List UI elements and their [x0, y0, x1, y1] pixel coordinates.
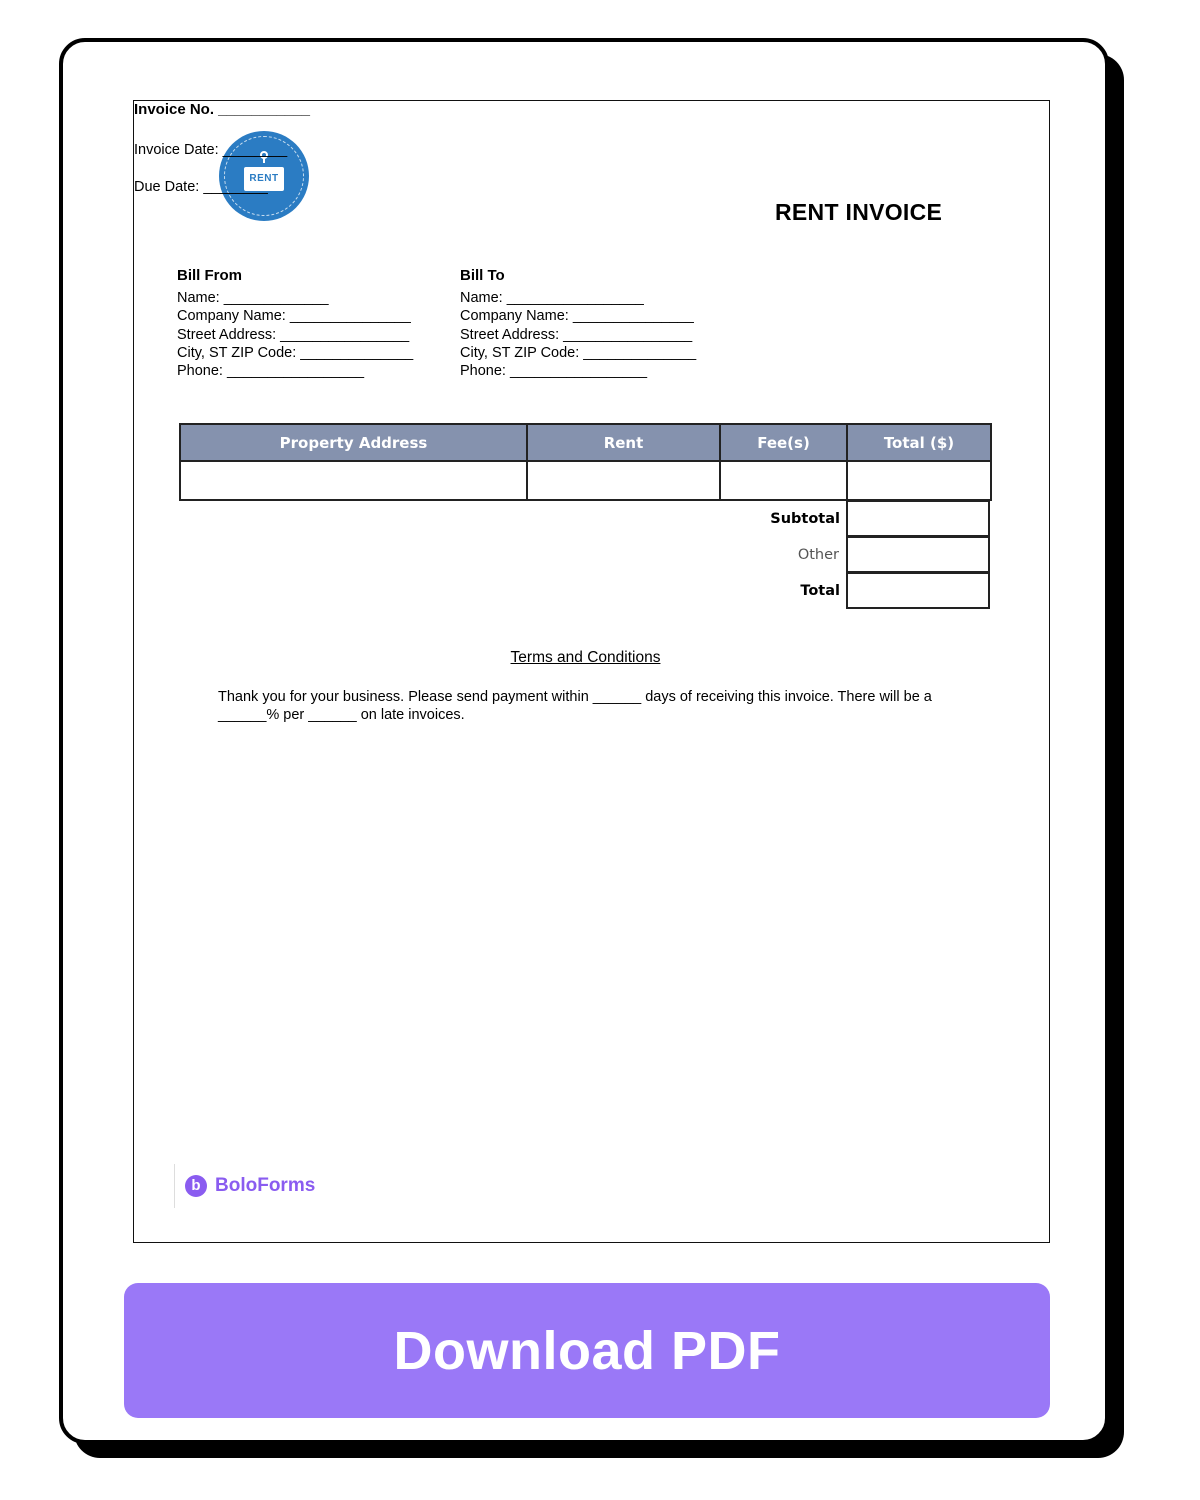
bill-from-name: Name: _____________	[177, 290, 329, 307]
cell-total	[847, 461, 991, 500]
total-box	[846, 572, 990, 609]
other-box	[846, 536, 990, 573]
download-pdf-button[interactable]: Download PDF	[124, 1283, 1050, 1418]
subtotal-label: Subtotal	[770, 511, 840, 527]
header-property-address: Property Address	[180, 424, 527, 461]
bill-from-street: Street Address: ________________	[177, 326, 410, 343]
terms-title: Terms and Conditions	[510, 649, 661, 666]
bill-from-city: City, ST ZIP Code: ______________	[177, 344, 414, 361]
terms-body: Thank you for your business. Please send payment within ______ days of receiving this invoice. There will be a ______% per ______ on late invoices.	[218, 689, 932, 723]
table-row	[180, 461, 991, 500]
header-rent: Rent	[527, 424, 720, 461]
bill-to-street: Street Address: ________________	[460, 326, 693, 343]
subtotal-box	[846, 500, 990, 537]
bill-from-section	[177, 267, 413, 380]
header-total: Total ($)	[847, 424, 991, 461]
bill-to-company: Company Name: _______________	[460, 308, 694, 325]
due-date: Due Date: ________	[134, 179, 268, 195]
bill-from-heading: Bill From	[177, 267, 243, 284]
bill-to-name: Name: _________________	[460, 290, 644, 307]
logo-text: RENT	[244, 167, 284, 191]
boloforms-brand	[174, 1164, 315, 1208]
invoice-document	[133, 100, 1050, 1243]
invoice-number: Invoice No. ___________	[134, 101, 310, 118]
bill-to-city: City, ST ZIP Code: ______________	[460, 344, 697, 361]
other-label: Other	[797, 547, 839, 563]
bill-from-company: Company Name: _______________	[177, 308, 411, 325]
header-fees: Fee(s)	[720, 424, 847, 461]
bill-to-heading: Bill To	[460, 267, 505, 284]
cell-property-address	[180, 461, 527, 500]
bill-to-phone: Phone: _________________	[460, 363, 648, 380]
cell-fees	[720, 461, 847, 500]
invoice-title: RENT INVOICE	[775, 199, 943, 225]
total-label: Total	[800, 583, 840, 599]
bill-to-section	[460, 267, 696, 380]
boloforms-name: BoloForms	[215, 1175, 316, 1196]
bill-from-phone: Phone: _________________	[177, 363, 365, 380]
cell-rent	[527, 461, 720, 500]
boloforms-logo-icon: b	[185, 1175, 207, 1197]
invoice-date: Invoice Date: ________	[134, 142, 288, 158]
table-header-row	[180, 424, 991, 461]
invoice-table	[179, 423, 992, 501]
